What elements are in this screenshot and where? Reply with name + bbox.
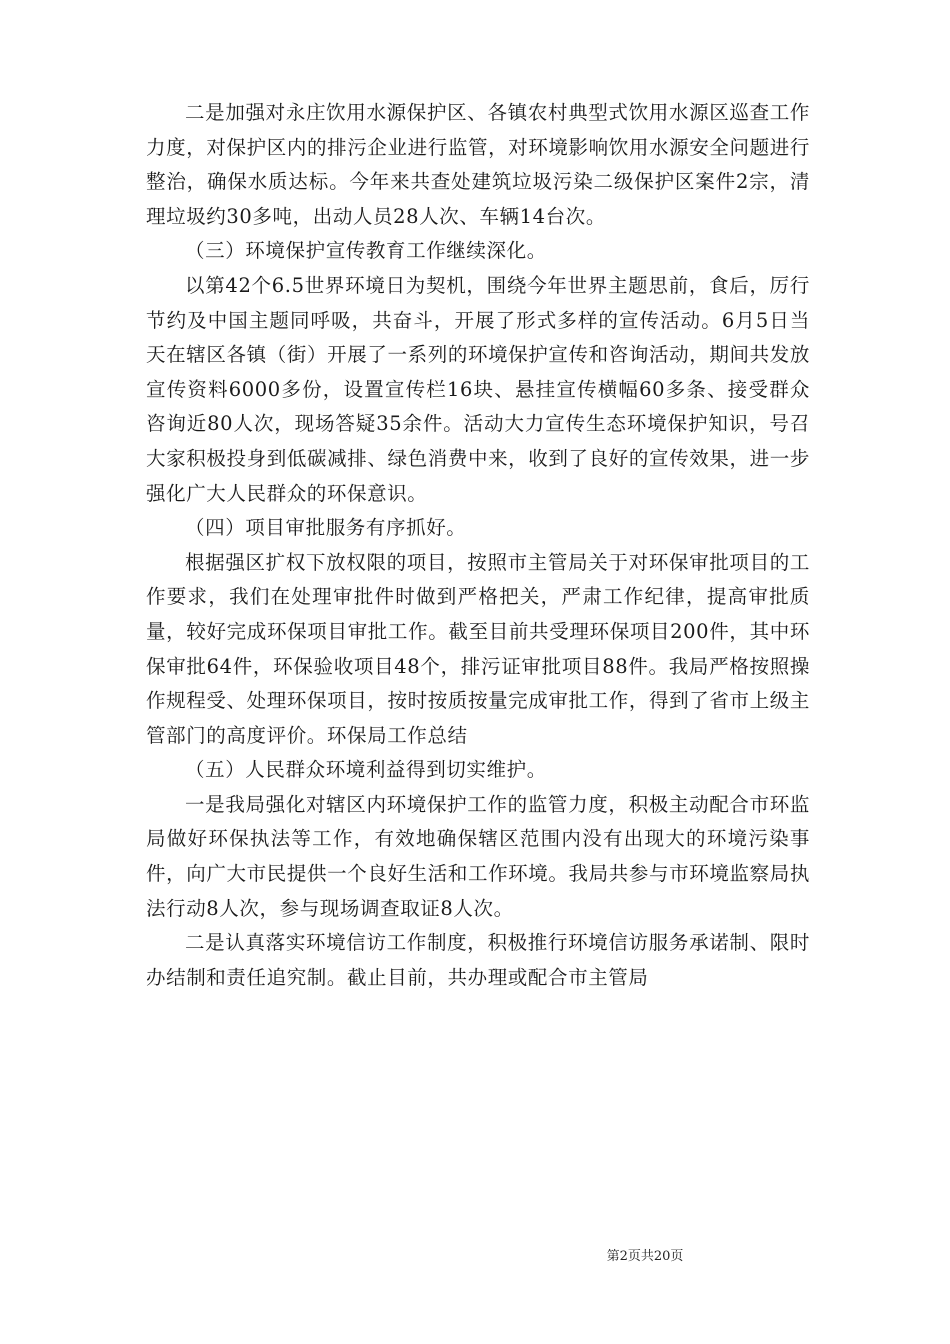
section-heading-5: （五）人民群众环境利益得到切实维护。: [185, 758, 547, 782]
paragraph-approval: 根据强区扩权下放权限的项目，按照市主管局关于对环保审批项目的工作要求，我们在处理审批件时做到严格把关，严肃工作纪律，提高审批质量，较好完成环保项目审批工作。截至目前共受理环保项目200件，其中环保审批64件，环保验收项目48个，排污证审批项目88件。我局严格按照操作规程受、处理环保项目，按时按质按量完成审批工作，得到了省市上级主管部门的高度评价。环保局工作总结: [146, 550, 810, 747]
paragraph-water-source: 二是加强对永庄饮用水源保护区、各镇农村典型式饮用水源区巡查工作力度，对保护区内的排污企业进行监管，对环境影响饮用水源安全问题进行整治，确保水质达标。今年来共查处建筑垃圾污染二级保护区案件2宗，清理垃圾约30多吨，出动人员28人次、车辆14台次。: [146, 101, 810, 228]
section-heading-3: （三）环境保护宣传教育工作继续深化。: [185, 239, 547, 263]
document-body: [146, 96, 810, 995]
paragraph-petition: 二是认真落实环境信访工作制度，积极推行环境信访服务承诺制、限时办结制和责任追究制。截止目前，共办理或配合市主管局: [146, 931, 810, 989]
section-heading-4: （四）项目审批服务有序抓好。: [185, 516, 467, 540]
paragraph-publicity: 以第42个6.5世界环境日为契机，围绕今年世界主题思前，食后，厉行节约及中国主题同呼吸，共奋斗，开展了形式多样的宣传活动。6月5日当天在辖区各镇（街）开展了一系列的环境保护宣传和咨询活动，期间共发放宣传资料6000多份，设置宣传栏16块、悬挂宣传横幅60多条、接受群众咨询近80人次，现场答疑35余件。活动大力宣传生态环境保护知识，号召大家积极投身到低碳减排、绿色消费中来，收到了良好的宣传效果，进一步强化广大人民群众的环保意识。: [146, 273, 810, 505]
paragraph-supervision: 一是我局强化对辖区内环境保护工作的监管力度，积极主动配合市环监局做好环保执法等工作，有效地确保辖区范围内没有出现大的环境污染事件，向广大市民提供一个良好生活和工作环境。我局共参与市环境监察局执法行动8人次，参与现场调查取证8人次。: [146, 792, 810, 920]
page-number: 第2页共20页: [606, 1249, 684, 1264]
